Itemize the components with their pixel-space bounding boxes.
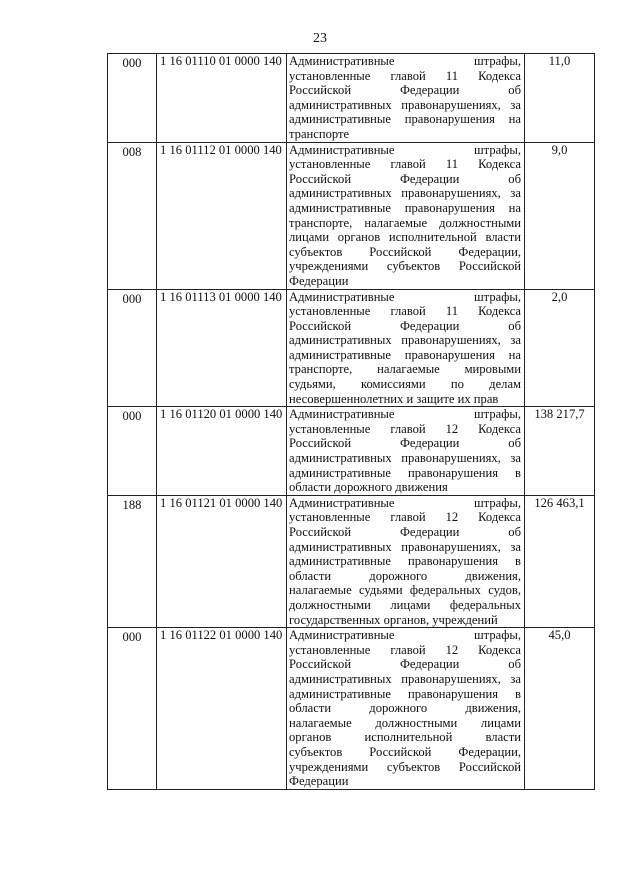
amount-cell: 138 217,7 [525,407,595,496]
revenue-name-line: Федерации [289,273,349,288]
admin-code-cell: 000 [108,289,157,407]
revenue-name-line: несовершеннолетних и защите их прав [289,391,499,406]
admin-code-cell: 000 [108,54,157,143]
revenue-name-line: Административные штрафы, [289,495,521,510]
revenue-name-line: налагаемые судьями федеральных судов, [289,583,521,598]
revenue-name-line: Федерации [289,774,349,789]
revenue-name-line: Административные штрафы, [289,142,521,157]
revenue-name-line: Административные штрафы, [289,407,521,422]
table-row [108,54,595,143]
revenue-name-line: административные правонарушения на [289,112,521,127]
revenue-name-line: лицами органов исполнительной власти [289,230,521,245]
revenue-name-line: установленные главой 12 Кодекса [289,421,521,436]
revenue-name-line: установленные главой 12 Кодекса [289,510,521,525]
revenue-name-line: субъектов Российской Федерации, [289,244,521,259]
admin-code-cell: 000 [108,407,157,496]
revenue-name-line: органов исполнительной власти [289,730,521,745]
revenue-name-line: учреждениями субъектов Российской [289,759,521,774]
revenue-name-line: Административные штрафы, [289,289,521,304]
amount-cell: 126 463,1 [525,495,595,627]
revenue-name-line: установленные главой 11 Кодекса [289,304,521,319]
revenue-name-line: административные правонарушения в [289,686,521,701]
revenue-name-line: административных правонарушениях, за [289,539,521,554]
admin-code-cell: 008 [108,142,157,289]
table-row [108,407,595,496]
revenue-name-line: административные правонарушения в [289,465,521,480]
classification-code-cell: 1 16 01112 01 0000 140 [157,142,287,289]
revenue-name-line: государственных органов, учреждений [289,612,498,627]
admin-code-cell: 000 [108,628,157,790]
classification-code-cell: 1 16 01113 01 0000 140 [157,289,287,407]
revenue-name-line: административные правонарушения в [289,554,521,569]
revenue-name-line: Российской Федерации об [289,657,521,672]
revenue-name-cell [287,495,525,627]
classification-code-cell: 1 16 01110 01 0000 140 [157,54,287,143]
revenue-name-line: установленные главой 11 Кодекса [289,157,521,172]
revenue-name-line: административных правонарушениях, за [289,97,521,112]
table-row [108,289,595,407]
table-row [108,495,595,627]
admin-code-cell: 188 [108,495,157,627]
revenue-name-line: установленные главой 12 Кодекса [289,642,521,657]
revenue-name-line: Российской Федерации об [289,525,521,539]
revenue-name-line: административных правонарушениях, за [289,333,521,348]
revenue-name-line: административных правонарушениях, за [289,671,521,686]
amount-cell: 45,0 [525,628,595,790]
revenue-name-line: области дорожного движения [289,480,448,495]
revenue-name-line: судьями, комиссиями по делам [289,377,521,392]
revenue-name-line: транспорте [289,126,350,141]
revenue-name-line: транспорте, налагаемые должностными [289,215,521,230]
classification-code-cell: 1 16 01120 01 0000 140 [157,407,287,496]
table-row [108,142,595,289]
revenue-name-line: Административные штрафы, [289,628,521,643]
revenue-name-line: административных правонарушениях, за [289,451,521,466]
revenue-name-line: субъектов Российской Федерации, [289,744,521,759]
amount-cell: 9,0 [525,142,595,289]
revenue-name-line: Административные штрафы, [289,54,521,68]
revenue-name-line: Российской Федерации об [289,318,521,333]
classification-code-cell: 1 16 01121 01 0000 140 [157,495,287,627]
revenue-name-line: Российской Федерации об [289,436,521,451]
amount-cell: 2,0 [525,289,595,407]
revenue-name-cell [287,628,525,790]
revenue-name-line: транспорте, налагаемые мировыми [289,362,521,377]
revenue-name-line: административных правонарушениях, за [289,186,521,201]
revenue-name-line: налагаемые должностными лицами [289,715,521,730]
page-number: 23 [313,31,327,46]
revenue-name-line: области дорожного движения, [289,701,521,716]
revenue-name-line: Российской Федерации об [289,83,521,98]
table-row [108,628,595,790]
table-body [108,54,595,790]
revenue-name-cell [287,54,525,143]
revenue-name-cell [287,142,525,289]
revenue-name-line: установленные главой 11 Кодекса [289,68,521,83]
amount-cell: 11,0 [525,54,595,143]
revenue-name-line: должностными лицами федеральных [289,597,521,612]
revenue-name-cell [287,407,525,496]
revenue-name-line: административные правонарушения на [289,347,521,362]
budget-revenue-table [107,53,595,790]
revenue-name-line: административные правонарушения на [289,200,521,215]
revenue-name-line: Российской Федерации об [289,171,521,186]
revenue-name-cell [287,289,525,407]
classification-code-cell: 1 16 01122 01 0000 140 [157,628,287,790]
revenue-name-line: учреждениями субъектов Российской [289,259,521,274]
revenue-name-line: области дорожного движения, [289,568,521,583]
